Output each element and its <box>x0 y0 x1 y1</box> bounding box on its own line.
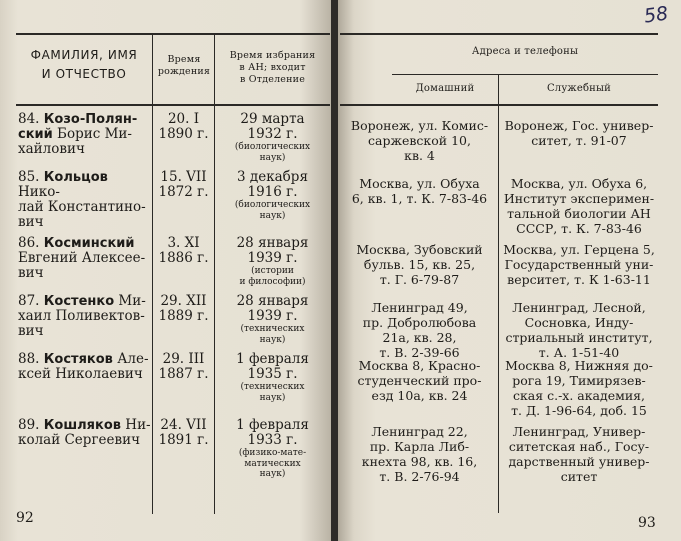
entry-surname: Кошляков <box>43 418 121 433</box>
entry-name <box>18 236 152 281</box>
entry-work-address: Ленинград, Универ- ситетская наб., Госу- дарственный универ- ситет <box>508 424 650 484</box>
elected-date: 1 февраля 1933 г. <box>236 417 309 448</box>
page-number-left: 92 <box>16 510 34 526</box>
birth-year: 1872 г. <box>158 184 209 200</box>
entry-surname: Костяков <box>43 352 113 367</box>
entry-name <box>18 294 152 339</box>
entry-work-address: Москва, ул. Обуха 6, Институт эксперимен- тальной биологии АН СССР, т. К. 7-83-46 <box>503 176 655 236</box>
header-name: ФАМИЛИЯ, ИМЯ И ОТЧЕСТВО <box>30 48 138 81</box>
entry-name <box>18 112 152 157</box>
header-home: Домашний <box>415 83 475 94</box>
entry-work-address: Ленинград, Лесной, Сосновка, Инду- стриальный институт, т. А. 1-51-40 <box>505 300 653 360</box>
entry-elected <box>215 352 330 403</box>
entry-given-name: Але- ксей Николаевич <box>18 351 149 382</box>
page-number-right: 93 <box>638 515 656 531</box>
entry-elected <box>215 112 330 163</box>
entry-home-address: Воронеж, ул. Комис- саржевской 10, кв. 4 <box>350 118 489 163</box>
birth-day: 29. XII <box>160 293 207 309</box>
entry-given-name: Нико- лай Константино- вич <box>18 184 146 230</box>
entry-number: 85. <box>18 169 40 185</box>
top-rule-left <box>16 33 330 35</box>
header-addresses: Адреса и телефоны <box>471 46 579 57</box>
entry-number: 86. <box>18 235 40 251</box>
entry-given-name: Ни- колай Сергеевич <box>18 417 151 448</box>
elected-date: 29 марта 1932 г. <box>240 111 305 142</box>
handwritten-page-mark: 58 <box>642 2 670 28</box>
entry-home-address: Москва, Зубовский бульв. 15, кв. 25, т. Г. 6-79-87 <box>356 242 483 287</box>
entry-home-address: Ленинград 22, пр. Карла Либ- кнехта 98, кв. 16, т. В. 2-76-94 <box>361 424 478 484</box>
entry-birth <box>153 294 214 324</box>
entry-home-address: Москва, ул. Обуха 6, кв. 1, т. К. 7-83-46 <box>351 176 488 206</box>
department: (физико-мате- матических наук) <box>238 448 307 479</box>
entry-birth <box>153 170 214 200</box>
entry-elected <box>215 170 330 221</box>
header-work: Служебный <box>546 83 612 94</box>
elected-date: 1 февраля 1935 г. <box>236 351 309 382</box>
entry-birth <box>153 112 214 142</box>
entry-birth <box>153 236 214 266</box>
entry-elected <box>215 236 330 287</box>
birth-day: 3. XI <box>167 235 200 251</box>
birth-year: 1889 г. <box>158 308 209 324</box>
birth-year: 1890 г. <box>158 126 209 142</box>
entry-number: 87. <box>18 293 40 309</box>
entry-name <box>18 170 152 230</box>
entry-given-name: Борис Ми- хайлович <box>18 126 132 157</box>
birth-day: 20. I <box>167 111 200 127</box>
entry-birth <box>153 352 214 382</box>
entry-given-name: Ми- хаил Поливектов- вич <box>18 293 146 339</box>
birth-year: 1886 г. <box>158 250 209 266</box>
birth-year: 1887 г. <box>158 366 209 382</box>
elected-date: 28 января 1939 г. <box>236 293 309 324</box>
header-elected: Время избрания в АН; входит в Отделение <box>229 50 316 85</box>
entry-surname: Косминский <box>43 236 135 251</box>
entry-name <box>18 352 152 382</box>
department: (биологических наук) <box>234 200 311 221</box>
elected-date: 28 января 1939 г. <box>236 235 309 266</box>
entry-work-address: Москва, ул. Герцена 5, Государственный уни- верситет, т. К 1-63-11 <box>503 242 655 287</box>
right-col-divider <box>498 75 499 513</box>
entry-surname: Кольцов <box>43 170 108 185</box>
entry-number: 89. <box>18 417 40 433</box>
entry-surname: Козо-Полян- ский <box>18 112 138 142</box>
header-rule-left <box>16 104 330 106</box>
header-rule-right <box>340 104 658 106</box>
department: (технических наук) <box>240 324 305 345</box>
entry-work-address: Москва 8, Нижняя до- рога 19, Тимирязев- ская с.-х. академия, т. Д. 1-96-64, доб. 15 <box>505 358 653 418</box>
entry-home-address: Ленинград 49, пр. Добролюбова 21а, кв. 28, т. В. 2-39-66 <box>362 300 477 360</box>
entry-number: 84. <box>18 111 40 127</box>
entry-number: 88. <box>18 351 40 367</box>
entry-work-address: Воронеж, Гос. универ- ситет, т. 91-07 <box>504 118 654 148</box>
department: (истории и философии) <box>239 266 306 287</box>
entry-elected <box>215 418 330 480</box>
entry-name <box>18 418 152 448</box>
birth-day: 29. III <box>162 351 205 367</box>
birth-day: 24. VII <box>160 417 207 433</box>
entry-elected <box>215 294 330 345</box>
entry-given-name: Евгений Алексее- вич <box>18 250 146 281</box>
entry-home-address: Москва 8, Красно- студенческий про- езд 10а, кв. 24 <box>357 358 482 403</box>
department: (биологических наук) <box>234 142 311 163</box>
entry-surname: Костенко <box>43 294 115 309</box>
entry-birth <box>153 418 214 448</box>
birth-day: 15. VII <box>160 169 207 185</box>
mid-rule-right <box>392 74 658 75</box>
top-rule-right <box>340 33 658 35</box>
elected-date: 3 декабря 1916 г. <box>237 169 308 200</box>
book-gutter <box>331 0 338 541</box>
header-birth: Время рождения <box>157 54 211 77</box>
department: (технических наук) <box>240 382 305 403</box>
birth-year: 1891 г. <box>158 432 209 448</box>
